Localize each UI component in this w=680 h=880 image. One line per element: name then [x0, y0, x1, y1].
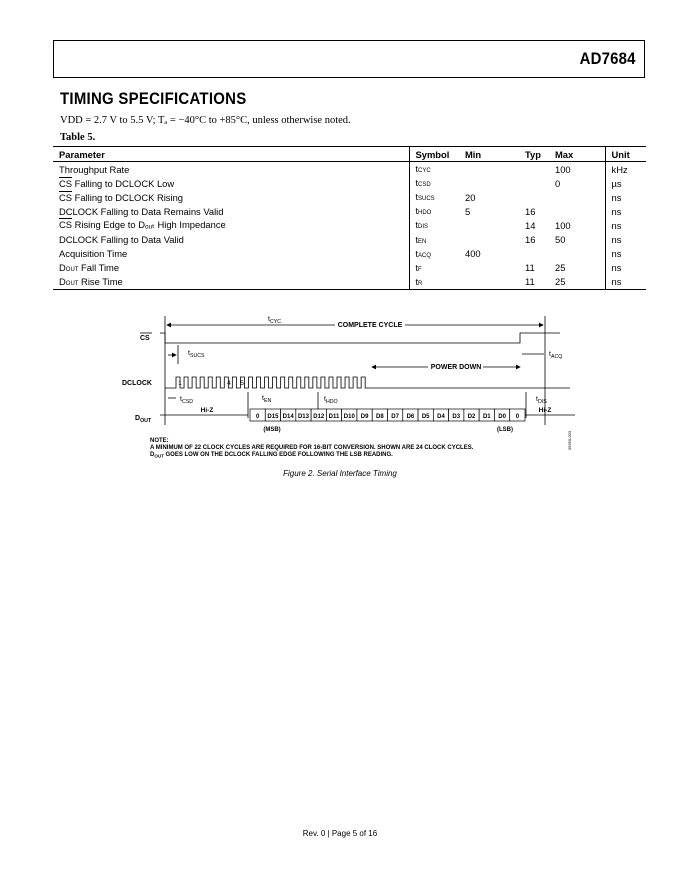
- table-row: [53, 176, 646, 190]
- cell-parameter: [53, 176, 409, 190]
- lsb-label-main: (LSB): [497, 427, 513, 433]
- cell-min: 20: [465, 191, 476, 203]
- cell-max: 0: [555, 177, 561, 189]
- cell-typ: [519, 176, 549, 190]
- part-number: AD7684: [580, 49, 636, 68]
- cell-typ: [519, 190, 549, 204]
- symbol-subscript: R: [418, 280, 423, 287]
- cell-parameter: [53, 232, 409, 246]
- cell-parameter: [53, 190, 409, 204]
- data-bit-label: 0: [515, 414, 520, 420]
- figure-caption: Figure 2. Serial Interface Timing: [283, 469, 397, 478]
- symbol-letter: t: [415, 262, 419, 273]
- tcyc-label: [268, 316, 281, 325]
- clock-4-label-main: 4: [227, 380, 231, 387]
- param-text: DCLOCK Falling to Data Remains Valid: [59, 205, 224, 217]
- dclock-signal-label: [122, 380, 152, 387]
- table-row: [53, 261, 646, 275]
- cell-min: [459, 232, 519, 246]
- dout-signal-label: [135, 415, 152, 424]
- clock-4-label: [227, 380, 231, 387]
- cell-min: 400: [465, 248, 481, 260]
- cell-min: [459, 261, 519, 275]
- table-header-row: [53, 147, 646, 162]
- symbol-subscript: SUCS: [418, 196, 435, 203]
- symbol-subscript: DIS: [418, 224, 429, 231]
- cell-max: 25: [549, 275, 605, 290]
- cell-symbol: [409, 176, 459, 190]
- table-row: [53, 162, 646, 177]
- cell-parameter: [53, 204, 409, 218]
- table-caption: Table 5.: [60, 132, 96, 143]
- power-down-label: [431, 364, 482, 371]
- data-bit-label: D12: [313, 414, 325, 420]
- header-box: [53, 40, 645, 78]
- complete-cycle-label: [338, 322, 403, 329]
- table-row: [53, 204, 646, 218]
- note-title-main: NOTE:: [150, 438, 169, 444]
- param-text: Fall Time: [78, 262, 120, 274]
- cell-unit: ns: [605, 204, 646, 218]
- timing-spec-table: [53, 146, 646, 290]
- tcyc-label-main: t: [268, 316, 270, 323]
- cell-unit: kHz: [605, 162, 646, 177]
- dclock-signal-label-main: DCLOCK: [122, 380, 152, 387]
- note-2-sub: OUT: [154, 453, 164, 459]
- cs-waveform: [160, 333, 560, 343]
- col-header-max: Max: [549, 147, 605, 162]
- data-bit-label: 0: [255, 414, 260, 420]
- data-bit-label: D6: [406, 414, 415, 420]
- cell-min: [459, 218, 519, 232]
- param-prefix: D: [59, 262, 66, 274]
- cell-symbol: [409, 190, 459, 204]
- table-row: [53, 275, 646, 290]
- note-2-rest: GOES LOW ON THE DCLOCK FALLING EDGE FOLLOWING THE LSB READING.: [163, 452, 393, 458]
- symbol-subscript: HDO: [418, 210, 432, 217]
- tsucs-label: [188, 350, 205, 359]
- symbol-letter: t: [415, 192, 419, 203]
- cell-max: [549, 247, 605, 261]
- clock-5-label: [240, 380, 244, 387]
- tacq-label-main: t: [549, 351, 551, 358]
- tsucs-label-sub: SUCS: [189, 353, 205, 359]
- cell-unit: µs: [605, 176, 646, 190]
- symbol-letter: t: [415, 178, 419, 189]
- col-header-unit: Unit: [605, 147, 646, 162]
- symbol-letter: t: [415, 234, 419, 245]
- tdis-label-sub: DIS: [537, 399, 547, 405]
- cell-typ: 11: [519, 275, 549, 290]
- param-subscript: OUT: [65, 267, 79, 274]
- ten-label: [262, 395, 271, 404]
- cell-min: 5: [465, 205, 471, 217]
- tdis-label-main: t: [536, 396, 538, 403]
- cell-parameter: [53, 162, 409, 177]
- cell-symbol: [409, 218, 459, 232]
- tsucs-label-main: t: [188, 350, 190, 357]
- symbol-letter: t: [415, 276, 419, 287]
- cell-min: [459, 162, 519, 177]
- table-row: [53, 232, 646, 246]
- cell-unit: ns: [605, 261, 646, 275]
- data-bit-label: D8: [376, 414, 384, 420]
- symbol-subscript: ACQ: [418, 252, 432, 259]
- param-overline-signal: $\overline{CS}$: [59, 177, 73, 189]
- symbol-subscript: EN: [418, 238, 427, 245]
- param-text: Rising Edge to Dₒᵤₜ High Impedance: [72, 219, 226, 231]
- hiz-right-label-main: Hi-Z: [538, 407, 552, 414]
- hiz-right-label: [539, 407, 552, 414]
- clock-5-label-main: 5: [240, 380, 244, 387]
- param-overline-signal: $\overline{CS}$: [59, 191, 73, 203]
- lsb-label: [497, 427, 513, 433]
- param-text: DCLOCK Falling to Data Valid: [59, 234, 184, 246]
- data-bit-label: D1: [482, 414, 491, 420]
- data-bit-label: D9: [360, 414, 369, 420]
- conditions-text: VDD = 2.7 V to 5.5 V; Tₐ = −40°C to +85°C, unless otherwise noted.: [60, 115, 351, 126]
- data-bit-label: D0: [498, 414, 506, 420]
- dout-signal-label-sub: OUT: [140, 418, 152, 424]
- col-header-parameter: Parameter: [53, 147, 409, 162]
- tcsd-label-sub: CSD: [181, 399, 194, 405]
- thdo-label-main: t: [324, 396, 326, 403]
- timing-diagram: [0, 300, 680, 470]
- data-bit-label: D10: [343, 414, 355, 420]
- table-row: [53, 190, 646, 204]
- cell-max: 25: [555, 262, 566, 274]
- cell-symbol: [409, 261, 459, 275]
- tcsd-label: [180, 396, 193, 405]
- cell-unit: ns: [605, 247, 646, 261]
- cell-max: 100: [555, 163, 571, 175]
- cell-symbol: [409, 204, 459, 218]
- data-bit-label: D5: [421, 414, 430, 420]
- figure-code: 05950-003: [567, 430, 572, 450]
- cell-typ: 11: [525, 262, 535, 274]
- col-header-symbol: Symbol: [409, 147, 459, 162]
- cell-symbol: [409, 247, 459, 261]
- cell-parameter: [53, 247, 409, 261]
- symbol-letter: t: [415, 206, 419, 217]
- symbol-letter: t: [415, 220, 419, 231]
- cell-unit: ns: [605, 190, 646, 204]
- cell-max: 100: [555, 219, 571, 231]
- section-title: TIMING SPECIFICATIONS: [60, 89, 247, 108]
- tacq-label-sub: ACQ: [550, 354, 563, 360]
- cell-typ: 16: [525, 205, 536, 217]
- clock-1-label-main: 1: [178, 380, 182, 387]
- tacq-label: [549, 351, 562, 360]
- cell-symbol: [409, 232, 459, 246]
- tcyc-label-sub: CYC: [269, 319, 282, 325]
- col-header-typ: Typ: [519, 147, 549, 162]
- cell-parameter: [53, 261, 409, 275]
- cell-min: [459, 275, 519, 290]
- data-bit-label: D11: [328, 414, 340, 420]
- msb-label-main: (MSB): [263, 427, 281, 433]
- data-bit-label: D2: [467, 414, 476, 420]
- data-bit-label: D14: [282, 414, 294, 420]
- param-text: Falling to DCLOCK Rising: [72, 191, 184, 203]
- table-row: [53, 247, 646, 261]
- note-line-2: [150, 452, 393, 459]
- ten-label-sub: EN: [263, 398, 272, 404]
- page-footer: Rev. 0 | Page 5 of 16: [302, 829, 378, 838]
- cell-symbol: [409, 162, 459, 177]
- cell-unit: ns: [605, 275, 646, 290]
- hiz-left-label-main: Hi-Z: [200, 407, 214, 414]
- cell-unit: ns: [605, 218, 646, 232]
- cell-max: [549, 190, 605, 204]
- symbol-subscript: CYC: [418, 168, 431, 175]
- cell-typ: [519, 247, 549, 261]
- param-prefix: D: [59, 276, 66, 288]
- symbol-letter: t: [415, 164, 419, 175]
- table-row: [53, 218, 646, 232]
- hiz-left-label: [201, 407, 214, 414]
- timing-diagram-svg: [0, 300, 680, 470]
- data-bit-label: D15: [267, 414, 279, 420]
- cell-typ: 14: [525, 219, 536, 231]
- note-title: [150, 438, 169, 444]
- thdo-label: [324, 396, 338, 405]
- dout-signal-label-main: D: [135, 415, 141, 422]
- dclock-waveform: [165, 377, 570, 388]
- note-2-d: D: [150, 452, 155, 458]
- msb-label: [263, 427, 280, 433]
- cell-parameter: [53, 275, 409, 290]
- ten-label-main: t: [262, 395, 264, 402]
- cell-max: [549, 204, 605, 218]
- cell-typ: 16: [525, 234, 536, 246]
- note-line-1: [150, 445, 474, 451]
- cell-unit: ns: [605, 232, 646, 246]
- param-text: Acquisition Time: [59, 248, 128, 260]
- clock-1-label: [178, 380, 182, 387]
- note-line-1-main: A MINIMUM OF 22 CLOCK CYCLES ARE REQUIRED FOR 16-BIT CONVERSION. SHOWN ARE 24 CLOCK CYCLES.: [150, 445, 474, 451]
- data-bit-label: D4: [437, 414, 445, 420]
- symbol-subscript: CSD: [418, 182, 431, 189]
- symbol-subscript: F: [418, 266, 422, 273]
- param-text: Throughput Rate: [59, 163, 130, 175]
- data-bit-label: D7: [391, 414, 399, 420]
- symbol-letter: t: [415, 248, 419, 259]
- cs-signal-label-main: CS: [140, 335, 150, 342]
- cell-symbol: [409, 275, 459, 290]
- param-text: Rise Time: [78, 276, 123, 288]
- data-bit-label: D3: [452, 414, 461, 420]
- col-header-min: Min: [459, 147, 519, 162]
- param-overline-signal: $\overline{CS}$: [59, 219, 73, 231]
- cs-signal-label: [140, 335, 150, 342]
- tcsd-label-main: t: [180, 396, 182, 403]
- cell-min: [459, 176, 519, 190]
- power-down-label-main: POWER DOWN: [430, 364, 482, 371]
- param-text: Falling to DCLOCK Low: [72, 177, 175, 189]
- cell-max: 50: [555, 234, 566, 246]
- param-subscript: OUT: [65, 281, 79, 288]
- tdis-label: [536, 396, 547, 405]
- data-bit-label: D13: [297, 414, 309, 420]
- complete-cycle-label-main: COMPLETE CYCLE: [337, 322, 403, 329]
- cell-parameter: [53, 218, 409, 232]
- thdo-label-sub: HDO: [325, 399, 338, 405]
- cell-typ: [519, 162, 549, 177]
